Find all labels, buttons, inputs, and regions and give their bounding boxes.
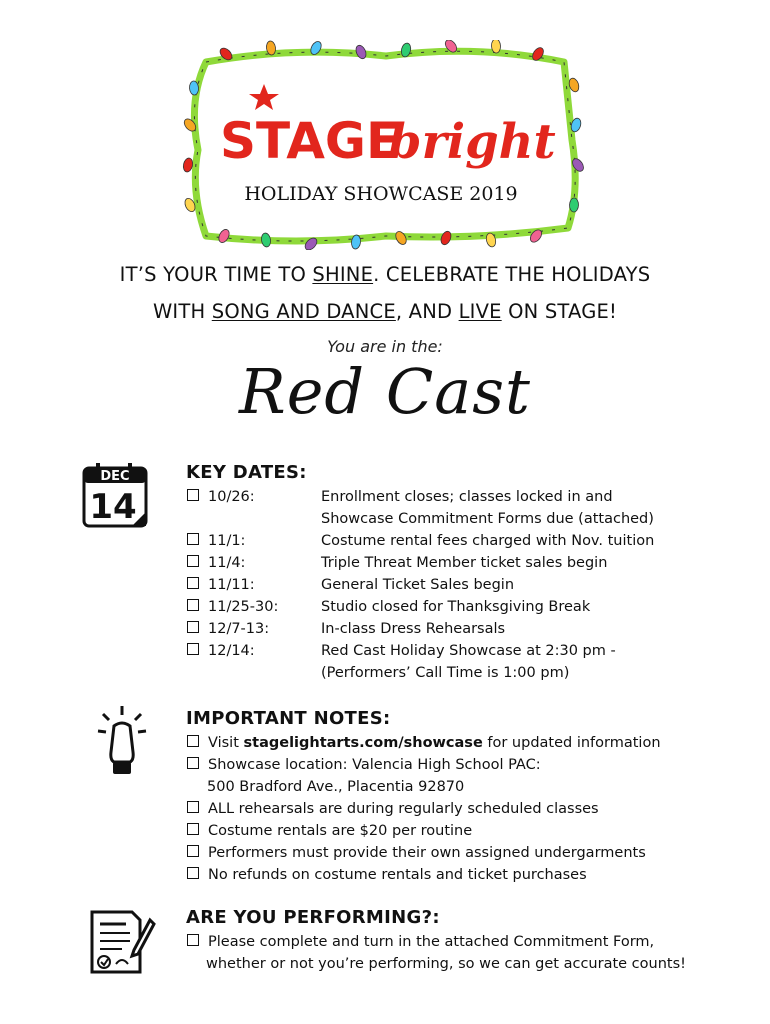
calendar-icon bbox=[78, 462, 152, 534]
key-date-row bbox=[187, 552, 320, 574]
headline-text: , AND bbox=[395, 300, 459, 323]
key-date: 12/7-13: bbox=[208, 621, 270, 637]
key-date-row bbox=[187, 640, 320, 662]
key-date: 12/14: bbox=[208, 643, 255, 659]
performing-text: Please complete and turn in the attached Commitment Form, bbox=[208, 934, 655, 950]
holiday-bulb-icon bbox=[260, 232, 271, 247]
checkbox-icon[interactable] bbox=[187, 735, 199, 747]
key-date-row bbox=[187, 530, 320, 552]
holiday-bulb-icon bbox=[354, 44, 368, 60]
lightbulb-icon bbox=[97, 704, 147, 776]
key-dates-title: KEY DATES: bbox=[186, 462, 307, 483]
key-date-description: Enrollment closes; classes locked in and bbox=[321, 489, 613, 505]
note-location bbox=[187, 754, 541, 776]
key-date-description: In-class Dress Rehearsals bbox=[321, 621, 506, 637]
checklist-form-icon bbox=[86, 906, 158, 978]
logo-subtitle: HOLIDAY SHOWCASE 2019 bbox=[244, 183, 518, 205]
performing-text-continued: whether or not you’re performing, so we can get accurate counts! bbox=[206, 956, 686, 972]
key-date-description: Red Cast Holiday Showcase at 2:30 pm - bbox=[321, 643, 616, 659]
headline-text: WITH bbox=[152, 300, 212, 323]
checkbox-icon[interactable] bbox=[187, 555, 199, 567]
headline-emphasis: SONG AND DANCE bbox=[211, 300, 396, 323]
key-date-row bbox=[187, 486, 320, 508]
headline-line-2 bbox=[0, 300, 770, 323]
note-item bbox=[187, 820, 472, 842]
headline-text: . CELEBRATE THE HOLIDAYS bbox=[373, 263, 651, 286]
calendar-day: 14 bbox=[89, 487, 137, 527]
note-item bbox=[187, 864, 587, 886]
checkbox-icon[interactable] bbox=[187, 533, 199, 545]
note-visit bbox=[187, 732, 661, 754]
cast-name: Red Cast bbox=[239, 355, 531, 428]
key-date: 11/11: bbox=[208, 577, 255, 593]
checkbox-icon[interactable] bbox=[187, 845, 199, 857]
note-item bbox=[187, 842, 646, 864]
note-text: Costume rentals are $20 per routine bbox=[208, 823, 473, 839]
note-text: Performers must provide their own assigned undergarments bbox=[208, 845, 646, 861]
key-date-row bbox=[187, 618, 320, 640]
checkbox-icon[interactable] bbox=[187, 643, 199, 655]
checkbox-icon[interactable] bbox=[187, 621, 199, 633]
calendar-month: DEC bbox=[100, 469, 130, 484]
checkbox-icon[interactable] bbox=[187, 489, 199, 501]
checkbox-icon[interactable] bbox=[187, 599, 199, 611]
checkbox-icon[interactable] bbox=[187, 934, 199, 946]
holiday-bulb-icon bbox=[394, 230, 409, 247]
headline-text: ON STAGE! bbox=[501, 300, 618, 323]
cast-intro: You are in the: bbox=[327, 337, 443, 356]
key-date-description: Showcase Commitment Forms due (attached) bbox=[321, 511, 654, 527]
note-text: No refunds on costume rentals and ticket purchases bbox=[208, 867, 587, 883]
stagebright-logo bbox=[176, 40, 586, 250]
key-date: 10/26: bbox=[208, 489, 255, 505]
key-date: 11/25-30: bbox=[208, 599, 279, 615]
logo-brand-stage: STAGE bbox=[220, 112, 401, 170]
key-date-description: Studio closed for Thanksgiving Break bbox=[321, 599, 591, 615]
performing-instruction bbox=[187, 931, 654, 953]
checkbox-icon[interactable] bbox=[187, 577, 199, 589]
showcase-link[interactable]: stagelightarts.com/showcase bbox=[243, 735, 483, 751]
note-text: ALL rehearsals are during regularly scheduled classes bbox=[208, 801, 599, 817]
note-item bbox=[187, 798, 599, 820]
headline-emphasis: SHINE bbox=[312, 263, 374, 286]
key-date-description: Costume rental fees charged with Nov. tuition bbox=[321, 533, 655, 549]
holiday-bulb-icon bbox=[569, 198, 578, 212]
key-date-row bbox=[187, 596, 320, 618]
checkbox-icon[interactable] bbox=[187, 801, 199, 813]
note-text: Showcase location: Valencia High School PAC: bbox=[208, 757, 541, 773]
key-date-description: (Performers’ Call Time is 1:00 pm) bbox=[321, 665, 570, 681]
performing-title: ARE YOU PERFORMING?: bbox=[186, 907, 440, 928]
headline-text: IT’S YOUR TIME TO bbox=[119, 263, 313, 286]
key-date-row bbox=[187, 574, 320, 596]
key-date-description: Triple Threat Member ticket sales begin bbox=[321, 555, 608, 571]
important-notes-title: IMPORTANT NOTES: bbox=[186, 708, 391, 729]
key-date: 11/4: bbox=[208, 555, 246, 571]
note-text: Visit bbox=[208, 735, 244, 751]
key-date-description: General Ticket Sales begin bbox=[321, 577, 515, 593]
checkbox-icon[interactable] bbox=[187, 867, 199, 879]
key-date: 11/1: bbox=[208, 533, 246, 549]
checkbox-icon[interactable] bbox=[187, 757, 199, 769]
holiday-bulb-icon bbox=[217, 228, 232, 245]
headline-emphasis: LIVE bbox=[458, 300, 502, 323]
note-location-address: 500 Bradford Ave., Placentia 92870 bbox=[207, 779, 465, 795]
checkbox-icon[interactable] bbox=[187, 823, 199, 835]
logo-brand-bright: bright bbox=[388, 114, 556, 170]
holiday-bulb-icon bbox=[439, 230, 453, 246]
star-icon bbox=[249, 84, 279, 110]
headline-line-1 bbox=[0, 263, 770, 286]
note-text: for updated information bbox=[482, 735, 661, 751]
